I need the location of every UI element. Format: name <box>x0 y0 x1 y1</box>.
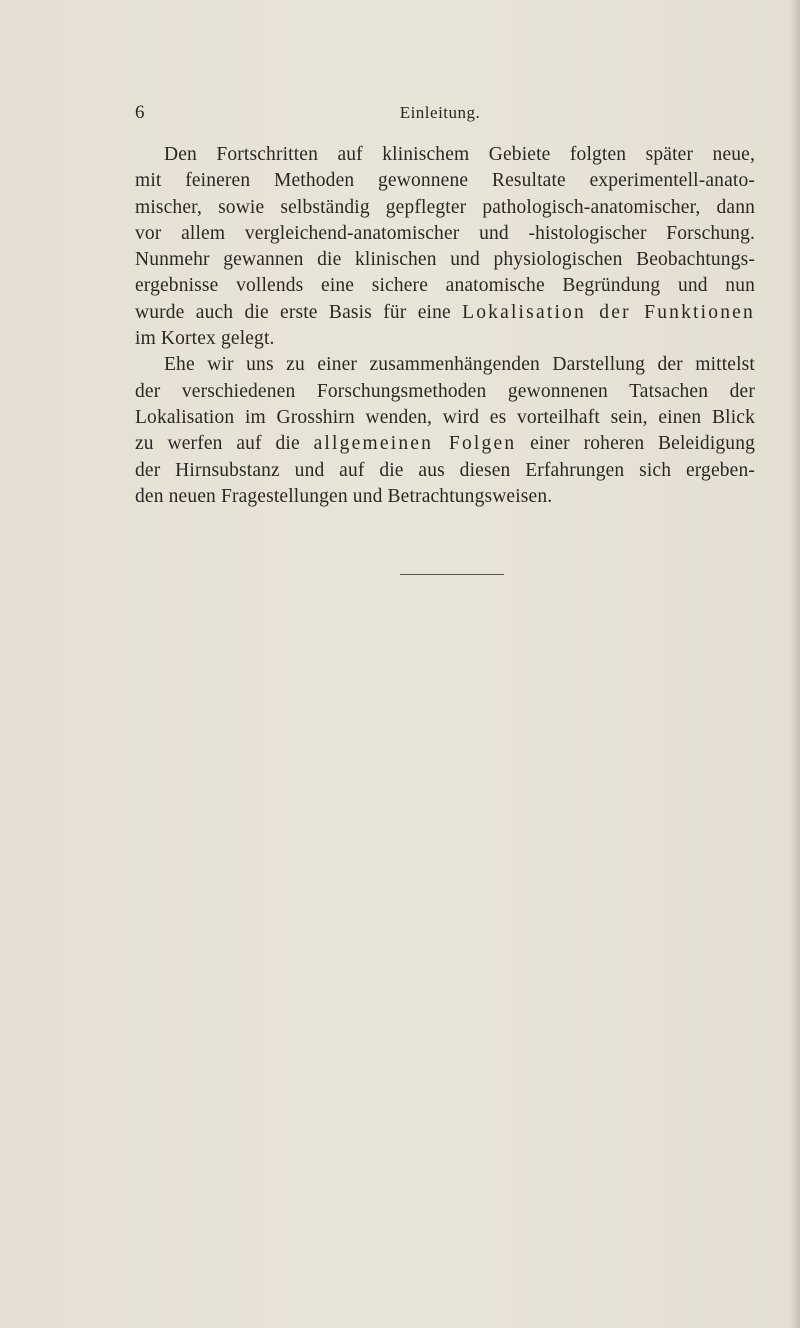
text-line: der Hirnsubstanz und auf die aus diesen Erfahrungen sich ergeben- <box>135 459 755 481</box>
running-head: Einleitung. <box>399 103 481 122</box>
text-fragment: zu werfen auf die <box>135 433 314 455</box>
spaced-emphasis: Lokalisation der Funktionen <box>462 301 755 323</box>
text-line: ergebnisse vollends eine sichere anatomische Begründung und nun <box>135 275 755 297</box>
page-header <box>135 100 755 126</box>
text-line: mischer, sowie selbständig gepflegter pathologisch-anatomischer, dann <box>135 196 755 218</box>
text-fragment: einer roheren Beleidigung <box>516 433 755 455</box>
paragraph-2 <box>135 352 755 510</box>
text-line: der verschiedenen Forschungsmethoden gewonnenen Tatsachen der <box>135 380 755 402</box>
spaced-emphasis: allgemeinen Folgen <box>313 433 517 455</box>
body-text <box>135 142 755 510</box>
text-line: Nunmehr gewannen die klinischen und physiologischen Beobachtungs- <box>135 249 755 271</box>
text-line: mit feineren Methoden gewonnene Resultate experimentell-anato- <box>135 170 755 192</box>
paragraph-1 <box>135 142 755 352</box>
section-divider <box>400 574 504 575</box>
text-line: Ehe wir uns zu einer zusammenhängenden Darstellung der mittelst <box>164 354 755 376</box>
text-line: Den Fortschritten auf klinischem Gebiete folgten später neue, <box>164 144 755 165</box>
text-line <box>135 431 755 457</box>
page-number: 6 <box>135 102 145 123</box>
text-line <box>135 300 755 326</box>
text-line: im Kortex gelegt. <box>135 328 275 350</box>
text-fragment: wurde auch die erste Basis für eine <box>135 301 463 323</box>
page-edge-shadow <box>790 0 800 1328</box>
text-line: vor allem vergleichend-anatomischer und -histologischer Forschung. <box>135 222 755 244</box>
text-line: den neuen Fragestellungen und Betrachtungsweisen. <box>135 485 553 507</box>
text-line: Lokalisation im Grosshirn wenden, wird es vorteilhaft sein, einen Blick <box>135 406 755 428</box>
